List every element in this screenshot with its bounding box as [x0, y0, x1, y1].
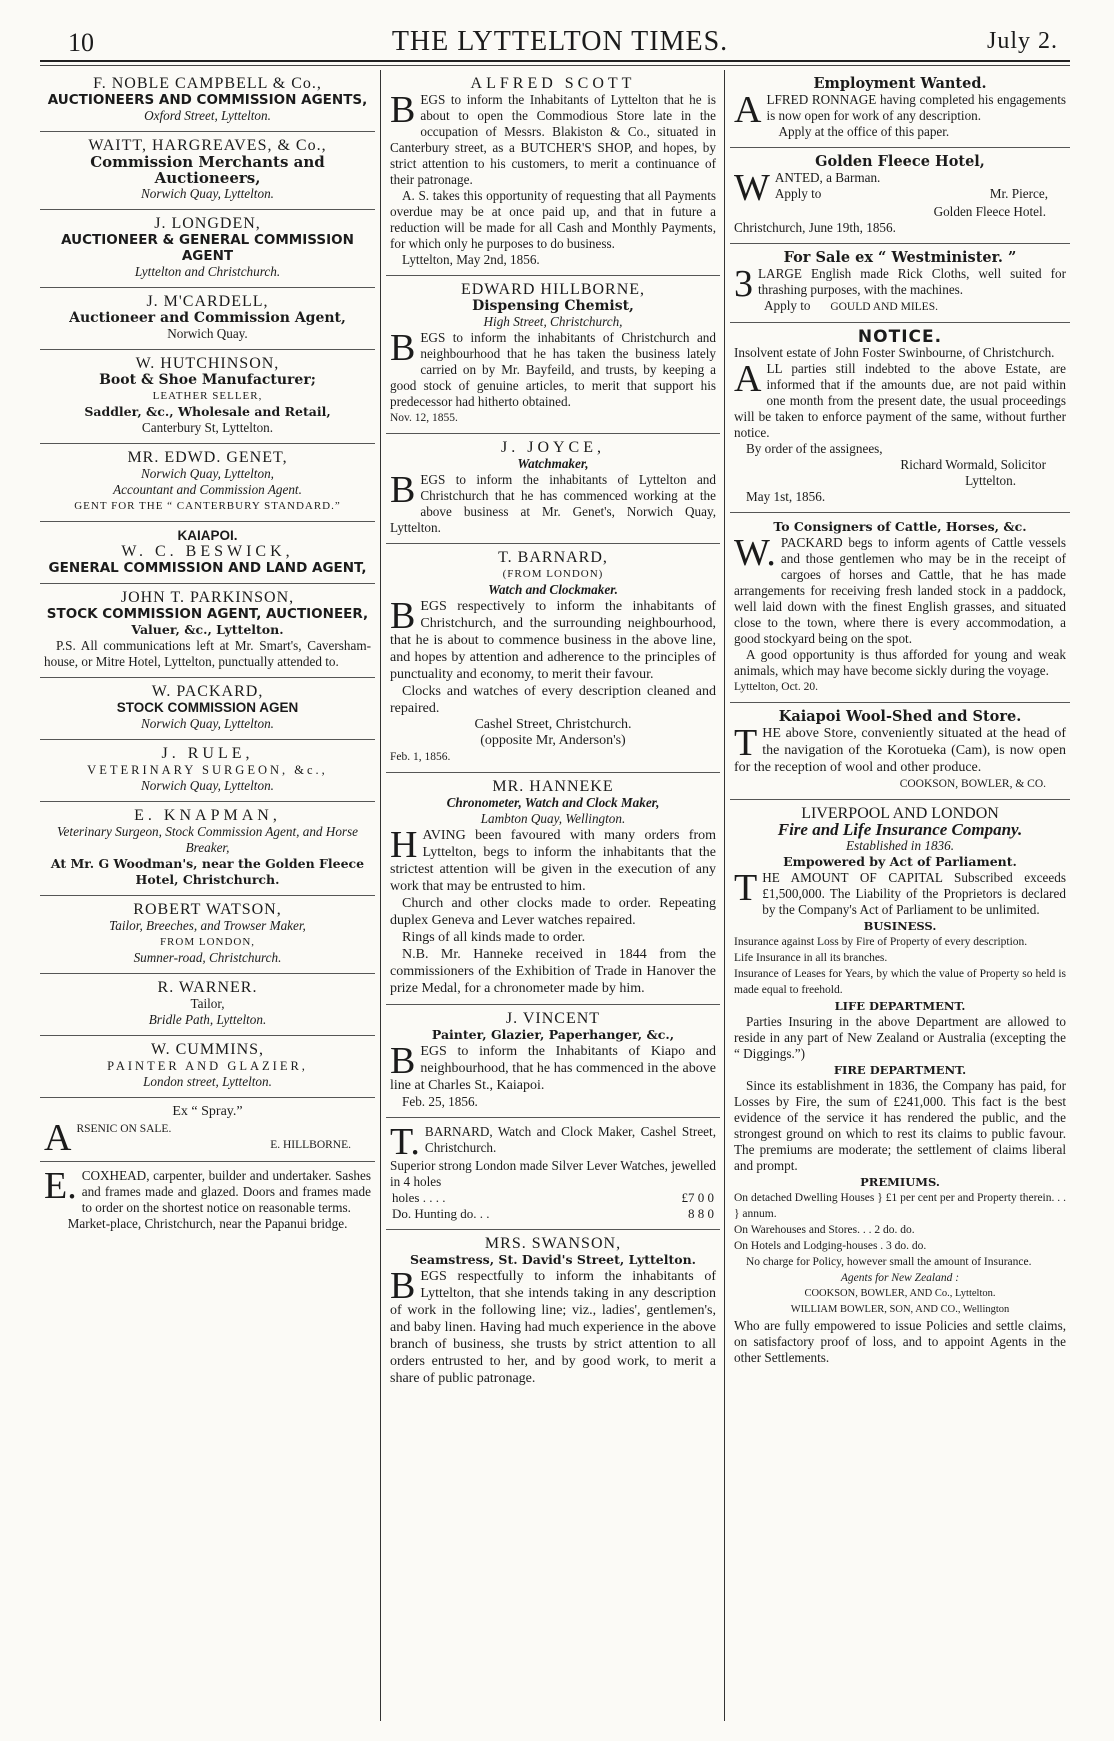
column-divider	[380, 70, 381, 1721]
ad-date: Lyttelton, May 2nd, 1856.	[402, 252, 540, 267]
ad-name: W. C. BESWICK,	[121, 543, 294, 560]
column-middle	[386, 70, 720, 1729]
ad-body: HE AMOUNT OF CAPITAL Subscribed exceeds £1,500,000. The Liability of the Proprietors is declared by the Company's Act of Parliament to be unlimited.	[762, 870, 1066, 917]
price-table	[390, 1190, 716, 1222]
ad-role: GENERAL COMMISSION AND LAND AGENT,	[48, 560, 367, 576]
drop-cap: B	[390, 469, 416, 511]
ad-body: Life Insurance in all its branches.	[734, 952, 888, 964]
premium-row: No charge for Policy, however small the amount of Insurance.	[746, 1256, 1032, 1268]
ad-address: Norwich Quay, Lyttelton.	[141, 778, 274, 793]
ad-body: EGS to inform the inhabitants of Lyttelton and Christchurch that he has commenced working at the above business at Mr. Genet's, Norwich Quay, Lyttelton.	[390, 472, 716, 535]
ad-body: Superior strong London made Silver Lever Watches, jewelled in 4 holes	[390, 1158, 716, 1189]
ad-sub: Established in 1836.	[845, 838, 955, 853]
ad-notice	[730, 323, 1070, 513]
ad-line: Saddler, &c., Wholesale and Retail,	[84, 404, 331, 419]
ad-signature: Richard Wormald, Solicitor	[900, 457, 1046, 472]
ad-campbell	[40, 70, 375, 132]
ad-knapman	[40, 802, 375, 896]
drop-cap: A	[734, 89, 762, 131]
ad-section: LIFE DEPARTMENT.	[834, 999, 966, 1013]
ad-body: PACKARD begs to inform agents of Cattle vessels and those gentlemen who may be in the receipt of cargoes of horses and Cattle, that he has made arrangements for receiving fresh landed stock in a paddock, well laid down with the finest English grasses, and situated close to the town, where there is every accommodation, a good stockyard being on the spot.	[734, 535, 1066, 646]
ad-apply: Apply to	[774, 186, 822, 201]
ad-body: P.S. All communications left at Mr. Smart's, Caversham-house, or Mitre Hotel, Lyttelton, punctually attended to.	[44, 638, 371, 669]
column-right	[730, 70, 1070, 1729]
ad-body: LARGE English made Rick Cloths, well suited for thrashing purposes, with the machines.	[758, 266, 1066, 297]
ad-body: Parties Insuring in the above Department are allowed to reside in any part of New Zealand or Australia (excepting the “ Diggings.”)	[734, 1014, 1066, 1061]
ad-note: A. S. takes this opportunity of requesting that all Payments overdue may be at once paid up, and that in future a reduction will be made for all Cash and Monthly Payments, for which only he purposes to do business.	[390, 188, 716, 251]
column-divider	[724, 70, 725, 1721]
drop-cap: B	[390, 595, 416, 637]
ad-body: Insurance of Leases for Years, by which the value of Property so held is made equal to freehold.	[734, 968, 1066, 996]
ad-title: Employment Wanted.	[813, 75, 987, 92]
ad-cummins	[40, 1036, 375, 1098]
ad-golden-fleece	[730, 148, 1070, 244]
drop-cap: B	[390, 89, 416, 131]
ad-address: (opposite Mr, Anderson's)	[480, 733, 626, 748]
ad-body: RSENIC ON SALE.	[76, 1123, 172, 1135]
ad-address: At Mr. G Woodman's, near the Golden Fleece Hotel, Christchurch.	[50, 856, 365, 887]
ad-for-sale	[730, 244, 1070, 323]
ad-date: Feb. 25, 1856.	[402, 1094, 478, 1109]
ad-role: PAINTER AND GLAZIER,	[107, 1059, 308, 1073]
drop-cap: W	[734, 167, 770, 209]
ad-role: Chronometer, Watch and Clock Maker,	[446, 795, 660, 810]
ad-watson	[40, 896, 375, 974]
drop-cap: B	[390, 1040, 416, 1082]
ad-contact: Mr. Pierce,	[989, 186, 1048, 201]
ad-sub: Insolvent estate of John Foster Swinbourne, of Christchurch.	[734, 345, 1055, 360]
ad-role: Accountant and Commission Agent.	[113, 482, 302, 497]
ad-swanson	[386, 1230, 720, 1394]
ad-joyce	[386, 434, 720, 544]
drop-cap: T	[734, 867, 758, 909]
ad-warner	[40, 974, 375, 1036]
ad-address: Cashel Street, Christchurch.	[474, 717, 632, 732]
ad-section: PREMIUMS.	[860, 1175, 940, 1189]
ad-name: J. RULE,	[161, 745, 254, 762]
ad-spray	[40, 1098, 375, 1162]
drop-cap: 3	[734, 263, 753, 305]
page-number: 10	[68, 28, 94, 57]
ad-date: May 1st, 1856.	[746, 489, 826, 504]
ad-body: AVING been favoured with many orders from Lyttelton, begs to inform the inhabitants that the strictest attention will be given in the execution of any work that may be entrusted to him.	[390, 828, 716, 894]
ad-address: Lambton Quay, Wellington.	[480, 811, 626, 826]
ad-mcardell	[40, 288, 375, 350]
ad-name: MRS. SWANSON,	[484, 1235, 622, 1252]
ad-title: Ex “ Spray.”	[172, 1104, 243, 1119]
ad-name: F. NOBLE CAMPBELL & Co.,	[93, 75, 322, 92]
ad-title: Golden Fleece Hotel,	[815, 153, 985, 170]
ad-role: Watchmaker,	[517, 456, 589, 471]
ad-role: Tailor,	[190, 996, 225, 1011]
ad-rule	[40, 740, 375, 802]
ad-consigners	[730, 513, 1070, 703]
ad-name: R. WARNER.	[157, 979, 258, 996]
ad-genet	[40, 444, 375, 522]
ad-body: Who are fully empowered to issue Policies and settle claims, on satisfactory proof of loss, and to appoint Agents in the other Settlements.	[734, 1318, 1066, 1365]
ad-body: EGS to inform the Inhabitants of Kiapo and neighbourhood, that he has commenced in the above line at Charles St., Kaiapoi.	[390, 1044, 716, 1093]
ad-longden	[40, 210, 375, 288]
ad-employment	[730, 70, 1070, 148]
ad-role: Veterinary Surgeon, Stock Commission Agent, and Horse Breaker,	[56, 824, 359, 855]
ad-name: EDWARD HILLBORNE,	[460, 281, 646, 298]
masthead-rule-thin	[40, 65, 1070, 66]
ad-date: Feb. 1, 1856.	[390, 751, 451, 763]
ad-address: Norwich Quay, Lyttelton,	[141, 466, 274, 481]
ad-address: High Street, Christchurch,	[483, 314, 623, 329]
ad-role: Dispensing Chemist,	[472, 298, 634, 314]
ad-address: Sumner-road, Christchurch.	[133, 950, 282, 965]
ad-address: Market-place, Christchurch, near the Papanui bridge.	[67, 1216, 348, 1231]
ad-barnard-watches	[386, 1118, 720, 1230]
ad-sub: Agents for New Zealand :	[840, 1272, 960, 1284]
ad-woolshed	[730, 703, 1070, 800]
ad-body: A good opportunity is thus afforded for young and weak animals, which may have become sickly during the voyage.	[734, 647, 1066, 678]
ad-sub: GENT FOR THE “ CANTERBURY STANDARD.”	[74, 500, 341, 512]
ad-date: Christchurch, June 19th, 1856.	[734, 220, 896, 235]
ad-address: Bridle Path, Lyttelton.	[148, 1012, 267, 1027]
drop-cap: B	[390, 1265, 416, 1307]
ad-contact: Golden Fleece Hotel.	[933, 204, 1046, 219]
ad-role: Seamstress, St. David's Street, Lyttelton.	[409, 1252, 697, 1267]
ad-signature: E. HILLBORNE.	[270, 1139, 351, 1151]
price-value: 8 8 0	[688, 1206, 714, 1221]
ad-body: LFRED RONNAGE having completed his engagements is now open for work of any description.	[766, 92, 1066, 123]
ad-scott	[386, 70, 720, 276]
premium-row: On Hotels and Lodging-houses . 3 do. do.	[734, 1240, 927, 1252]
ad-coxhead	[40, 1162, 375, 1239]
ad-name: W. PACKARD,	[151, 683, 264, 700]
ad-hutchinson	[40, 350, 375, 444]
drop-cap: A	[44, 1117, 72, 1159]
issue-date: July 2.	[986, 28, 1058, 54]
masthead-rule	[40, 60, 1070, 62]
ad-role: Painter, Glazier, Paperhanger, &c.,	[431, 1027, 675, 1042]
ad-vincent	[386, 1005, 720, 1118]
ad-signature: Lyttelton.	[965, 473, 1016, 488]
ad-title: Kaiapoi Wool-Shed and Store.	[778, 708, 1022, 725]
ad-body: EGS to inform the inhabitants of Christchurch and neighbourhood that he has taken the business lately carried on by Mr. Bayfeild, and trusts, by keeping a good stock of genuine articles, to merit that support his predecessor had hitherto obtained.	[390, 330, 716, 409]
ad-section: FIRE DEPARTMENT.	[833, 1063, 967, 1077]
ad-title: For Sale ex “ Westminister. ”	[783, 249, 1017, 266]
ad-name: W. HUTCHINSON,	[135, 355, 280, 372]
ad-name: E. KNAPMAN,	[134, 807, 281, 824]
ad-address: Lyttelton and Christchurch.	[134, 264, 281, 279]
ad-parkinson	[40, 584, 375, 678]
ad-contact: GOULD AND MILES.	[830, 301, 938, 313]
ad-name: J. M'CARDELL,	[146, 293, 269, 310]
premium-row: On detached Dwelling Houses } £1 per cent per and Property therein. . . } annum.	[734, 1192, 1066, 1220]
price-label: Do. Hunting do. . .	[392, 1206, 490, 1221]
ad-hillborne	[386, 276, 720, 434]
ad-role: Commission Merchants and Auctioneers,	[90, 153, 325, 187]
ad-insurance	[730, 800, 1070, 1373]
ad-line: Valuer, &c., Lyttelton.	[131, 622, 284, 637]
ad-title: Fire and Life Insurance Company.	[777, 820, 1023, 839]
drop-cap: B	[390, 327, 416, 369]
ad-body: By order of the assignees,	[746, 441, 883, 456]
ad-role: STOCK COMMISSION AGENT, AUCTIONEER,	[46, 606, 369, 622]
drop-cap: E.	[44, 1165, 77, 1207]
ad-sub: LEATHER SELLER,	[152, 390, 263, 402]
ad-name: JOHN T. PARKINSON,	[120, 589, 295, 606]
ad-date: Nov. 12, 1855.	[390, 412, 458, 424]
ad-apply: Apply to	[764, 298, 811, 313]
price-row	[390, 1206, 716, 1222]
ad-address: London street, Lyttelton.	[143, 1074, 272, 1089]
ad-title: NOTICE.	[857, 327, 943, 347]
ad-name: WAITT, HARGREAVES, & Co.,	[88, 137, 327, 154]
ad-name: J. LONGDEN,	[154, 215, 261, 232]
ad-role: VETERINARY SURGEON, &c.,	[87, 763, 328, 777]
ad-name: T. BARNARD,	[498, 549, 608, 566]
newspaper-title: THE LYTTELTON TIMES.	[391, 26, 729, 57]
drop-cap: W.	[734, 532, 776, 574]
ad-waitt	[40, 132, 375, 210]
ad-address: Norwich Quay.	[167, 326, 248, 341]
ad-role: Tailor, Breeches, and Trowser Maker,	[109, 918, 306, 933]
ad-body: Since its establishment in 1836, the Company has paid, for Losses by Fire, the sum of £241,000. This fact is the best evidence of the service it has rendered the public, and the strongest ground on which to rest its claims to public favour. The premiums are moderate; the settlement of claims liberal and prompt.	[734, 1078, 1066, 1173]
ad-body: ANTED, a Barman.	[774, 170, 881, 185]
ad-body: N.B. Mr. Hanneke received in 1844 from the commissioners of the Exhibition of Trade in Hanover the prize Medal, for a chronometer made by him.	[390, 947, 716, 996]
ad-address: Norwich Quay, Lyttelton.	[141, 716, 274, 731]
ad-name: J. JOYCE,	[500, 439, 605, 456]
ad-body: LL parties still indebted to the above Estate, are informed that if the amounts due, are not paid within one month from the present date, the usual proceedings will be taken to enforce payment of the same, without further notice.	[734, 361, 1066, 440]
ad-name: ALFRED SCOTT	[470, 75, 636, 92]
ad-body: Rings of all kinds made to order.	[402, 930, 586, 945]
ad-role: Auctioneer and Commission Agent,	[69, 310, 346, 326]
ad-body: HE above Store, conveniently situated at the head of the navigation of the Korotueka (Cam), is now open for the reception of wool and other produce.	[734, 726, 1066, 775]
ad-name: W. CUMMINS,	[150, 1041, 265, 1058]
ad-agent: COOKSON, BOWLER, AND Co., Lyttelton.	[804, 1288, 996, 1299]
column-left	[40, 70, 375, 1729]
ad-body: Church and other clocks made to order. Repeating duplex Geneva and Lever watches repaired.	[390, 896, 716, 928]
ad-sub: Empowered by Act of Parliament.	[783, 854, 1017, 869]
price-row	[390, 1190, 716, 1206]
ad-title: To Consigners of Cattle, Horses, &c.	[773, 519, 1027, 534]
ad-role: STOCK COMMISSION AGEN	[116, 700, 299, 715]
ad-role: Watch and Clockmaker.	[488, 582, 618, 597]
ad-address: Oxford Street, Lyttelton.	[144, 108, 271, 123]
ad-signature: COOKSON, BOWLER, & CO.	[899, 778, 1046, 790]
ad-name: MR. HANNEKE	[492, 778, 614, 795]
ad-agent: WILLIAM BOWLER, SON, AND CO., Wellington	[790, 1304, 1010, 1315]
ad-sub: FROM LONDON,	[159, 936, 256, 948]
ad-sub: (FROM LONDON)	[502, 568, 604, 580]
drop-cap: T	[734, 722, 758, 764]
premium-row: On Warehouses and Stores. . . 2 do. do.	[734, 1224, 915, 1236]
ad-beswick	[40, 522, 375, 584]
ad-section: BUSINESS.	[863, 919, 937, 933]
drop-cap: A	[734, 358, 762, 400]
ad-apply: Apply at the office of this paper.	[778, 124, 950, 139]
ad-place: KAIAPOI.	[177, 528, 238, 543]
ad-body: EGS respectfully to inform the inhabitants of Lyttelton, that she intends taking in any description of work in the following line; viz., ladies', gentlemen's, and baby linen. Having had much experience in the above branch of business, she trusts by strict attention to all orders entrusted to her, and by good work, to merit a share of public patronage.	[390, 1269, 716, 1386]
ad-address: Canterbury St, Lyttelton.	[141, 420, 274, 435]
ad-body: BARNARD, Watch and Clock Maker, Cashel Street, Christchurch.	[424, 1124, 716, 1155]
ad-body: EGS respectively to inform the inhabitants of Christchurch, and the surrounding neighbourhood, that he is about to commence business in the above line, and hopes by attention and adherence to the principles of punctuality and economy, to merit their favour.	[390, 599, 716, 682]
ad-body: COXHEAD, carpenter, builder and undertaker. Sashes and frames made and glazed. Doors and frames made to order on the shortest notice on reasonable terms.	[81, 1168, 371, 1215]
ad-hanneke	[386, 773, 720, 1005]
ad-role: Boot & Shoe Manufacturer;	[99, 372, 316, 388]
ad-name: J. VINCENT	[505, 1010, 601, 1027]
price-label: holes . . . .	[392, 1190, 446, 1205]
ad-body: EGS to inform the Inhabitants of Lyttelton that he is about to open the Commodious Store late in the occupation of Messrs. Blakiston & Co., situated in Canterbury street, as a BUTCHER'S SHOP, and hopes, by strict attention to his customers, to merit a continuance of their patronage.	[390, 92, 716, 187]
ad-address: Norwich Quay, Lyttelton.	[141, 186, 274, 201]
ad-name: MR. EDWD. GENET,	[127, 449, 288, 466]
ad-title: LIVERPOOL AND LONDON	[801, 805, 999, 822]
drop-cap: T.	[390, 1121, 420, 1163]
ad-packard	[40, 678, 375, 740]
ad-body: Clocks and watches of every description cleaned and repaired.	[390, 684, 716, 716]
ad-date: Lyttelton, Oct. 20.	[734, 681, 819, 693]
drop-cap: H	[390, 824, 418, 866]
ad-role: AUCTIONEER & GENERAL COMMISSION AGENT	[61, 232, 354, 264]
ad-body: Insurance against Loss by Fire of Property of every description.	[734, 936, 1028, 948]
ad-barnard	[386, 544, 720, 773]
ad-name: ROBERT WATSON,	[133, 901, 282, 918]
price-value: £7 0 0	[681, 1190, 714, 1205]
masthead	[50, 18, 1070, 58]
ad-role: AUCTIONEERS AND COMMISSION AGENTS,	[47, 92, 368, 108]
